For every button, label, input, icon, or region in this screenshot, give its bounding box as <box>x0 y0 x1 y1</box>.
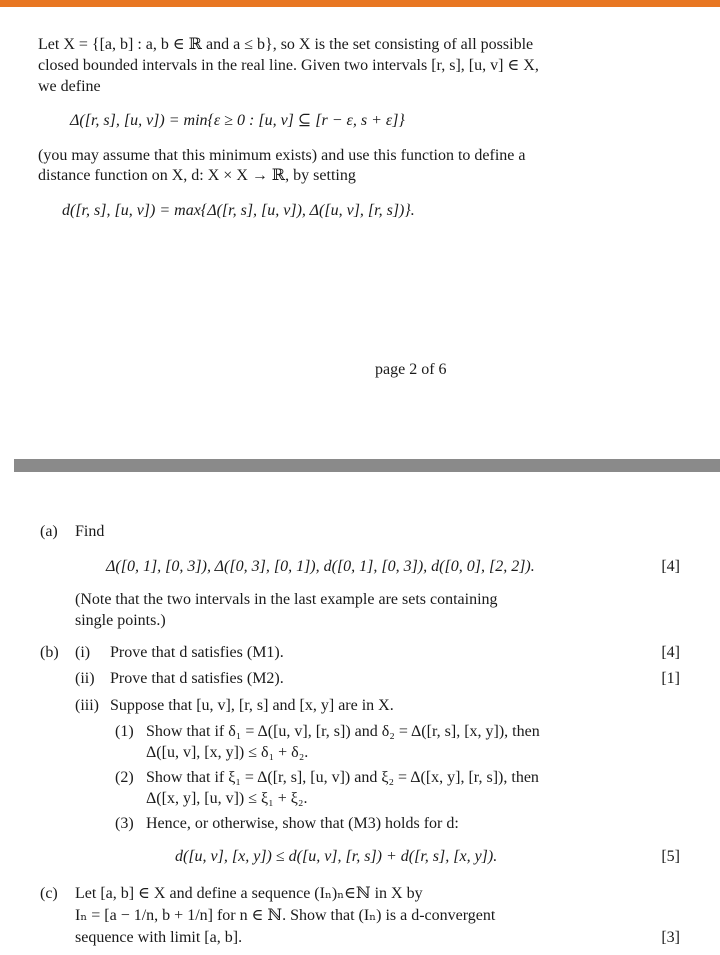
part-a-note-line-1: (Note that the two intervals in the last example are sets containing <box>75 591 498 608</box>
part-b-iii-text: Suppose that [u, v], [r, s] and [x, y] are in X. <box>110 697 394 714</box>
part-a-note-line-2: single points.) <box>75 612 166 629</box>
part-b-label: (b) <box>40 644 59 661</box>
part-c-line-1: Let [a, b] ∈ X and define a sequence (Iₙ)ₙ∈ℕ in X by <box>75 885 423 902</box>
part-b-ii-text: Prove that d satisfies (M2). <box>110 670 284 687</box>
part-c-line-2: Iₙ = [a − 1/n, b + 1/n] for n ∈ ℕ. Show that (Iₙ) is a d-convergent <box>75 907 496 924</box>
intro-line-2: closed bounded intervals in the real line. Given two intervals [r, s], [u, v] ∈ X, <box>38 57 539 74</box>
part-b-iii-2-label: (2) <box>115 769 134 786</box>
part-b-iii-mark: [5] <box>661 848 680 865</box>
part-b-ii-mark: [1] <box>661 670 680 687</box>
part-c-line-3: sequence with limit [a, b]. <box>75 929 243 946</box>
part-b-iii-1-label: (1) <box>115 723 134 740</box>
page-divider <box>14 459 720 472</box>
intro-line-1: Let X = {[a, b] : a, b ∈ ℝ and a ≤ b}, so X is the set consisting of all possible <box>38 36 534 53</box>
page-number: page 2 of 6 <box>375 361 447 378</box>
part-b-iii-1-line-2: Δ([u, v], [x, y]) ≤ δ₁ + δ₂. <box>146 744 309 761</box>
part-c-mark: [3] <box>661 929 680 946</box>
intro-line-3: we define <box>38 78 101 95</box>
part-a-mark: [4] <box>661 558 680 575</box>
part-b-i-text: Prove that d satisfies (M1). <box>110 644 284 661</box>
distance-definition: d([r, s], [u, v]) = max{Δ([r, s], [u, v]), Δ([u, v], [r, s])}. <box>62 202 415 219</box>
part-b-iii-label: (iii) <box>75 697 99 714</box>
intro-line-4: (you may assume that this minimum exists) and use this function to define a <box>38 147 526 164</box>
part-b-iii-2-line-1: Show that if ξ₁ = Δ([r, s], [u, v]) and ξ₂ = Δ([x, y], [r, s]), then <box>146 769 539 786</box>
part-b-iii-1-line-1: Show that if δ₁ = Δ([u, v], [r, s]) and δ₂ = Δ([r, s], [x, y]), then <box>146 723 540 740</box>
part-b-iii-3-label: (3) <box>115 815 134 832</box>
part-b-iii-3-line-1: Hence, or otherwise, show that (M3) holds for d: <box>146 815 459 832</box>
part-b-i-mark: [4] <box>661 644 680 661</box>
delta-definition: Δ([r, s], [u, v]) = min{ε ≥ 0 : [u, v] ⊆ [r − ε, s + ε]} <box>70 112 405 129</box>
part-b-ii-label: (ii) <box>75 670 95 687</box>
part-b-iii-2-line-2: Δ([x, y], [u, v]) ≤ ξ₁ + ξ₂. <box>146 790 308 807</box>
triangle-inequality: d([u, v], [x, y]) ≤ d([u, v], [r, s]) + d([r, s], [x, y]). <box>175 848 498 865</box>
part-a-expression: Δ([0, 1], [0, 3]), Δ([0, 3], [0, 1]), d([0, 1], [0, 3]), d([0, 0], [2, 2]). <box>106 558 535 575</box>
part-a-find: Find <box>75 523 105 540</box>
part-b-i-label: (i) <box>75 644 91 661</box>
part-c-label: (c) <box>40 885 58 902</box>
part-a-label: (a) <box>40 523 58 540</box>
top-accent-bar <box>0 0 720 7</box>
intro-line-5: distance function on X, d: X × X → ℝ, by setting <box>38 167 356 184</box>
